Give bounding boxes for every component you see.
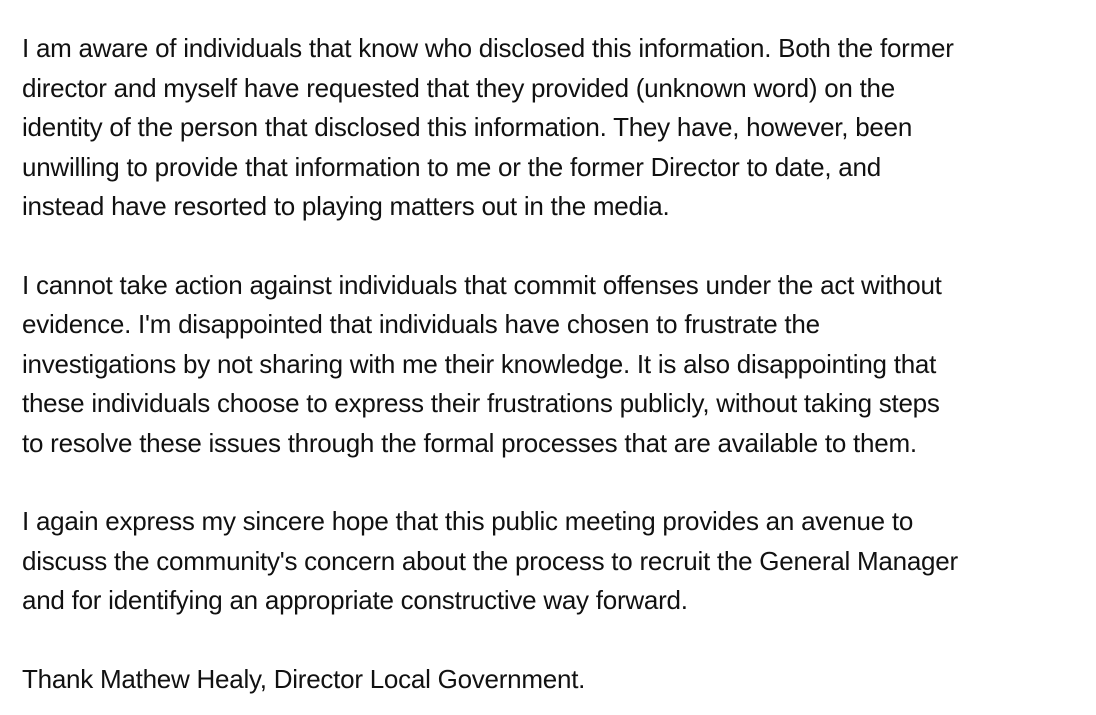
paragraph-line: investigations by not sharing with me their knowledge. It is also disappointing that <box>22 348 937 379</box>
paragraph-line: I am aware of individuals that know who disclosed this information. Both the former <box>22 33 954 63</box>
paragraph-line: I again express my sincere hope that this public meeting provides an avenue to <box>22 506 914 536</box>
paragraph-line: instead have resorted to playing matters out in the media. <box>22 191 670 221</box>
paragraph-line: these individuals choose to express their frustrations publicly, without taking steps <box>22 388 940 418</box>
paragraph-line: discuss the community's concern about the process to recruit the General Manager <box>22 545 958 576</box>
paragraph-evidence <box>22 266 1096 464</box>
signature-line: Thank Mathew Healy, Director Local Government. <box>22 663 586 694</box>
paragraph-line: to resolve these issues through the formal processes that are available to them. <box>22 427 917 458</box>
paragraph-line: and for identifying an appropriate constructive way forward. <box>22 585 688 615</box>
paragraph-line: director and myself have requested that they provided (unknown word) on the <box>22 72 895 103</box>
paragraph-line: evidence. I'm disappointed that individuals have chosen to frustrate the <box>22 309 820 339</box>
paragraph-line: unwilling to provide that information to me or the former Director to date, and <box>22 151 881 182</box>
paragraph-line: I cannot take action against individuals that commit offenses under the act without <box>22 269 942 300</box>
paragraph-public-meeting <box>22 502 1096 621</box>
paragraph-line: identity of the person that disclosed this information. They have, however, been <box>22 112 913 142</box>
paragraph-disclosure <box>22 29 1096 227</box>
